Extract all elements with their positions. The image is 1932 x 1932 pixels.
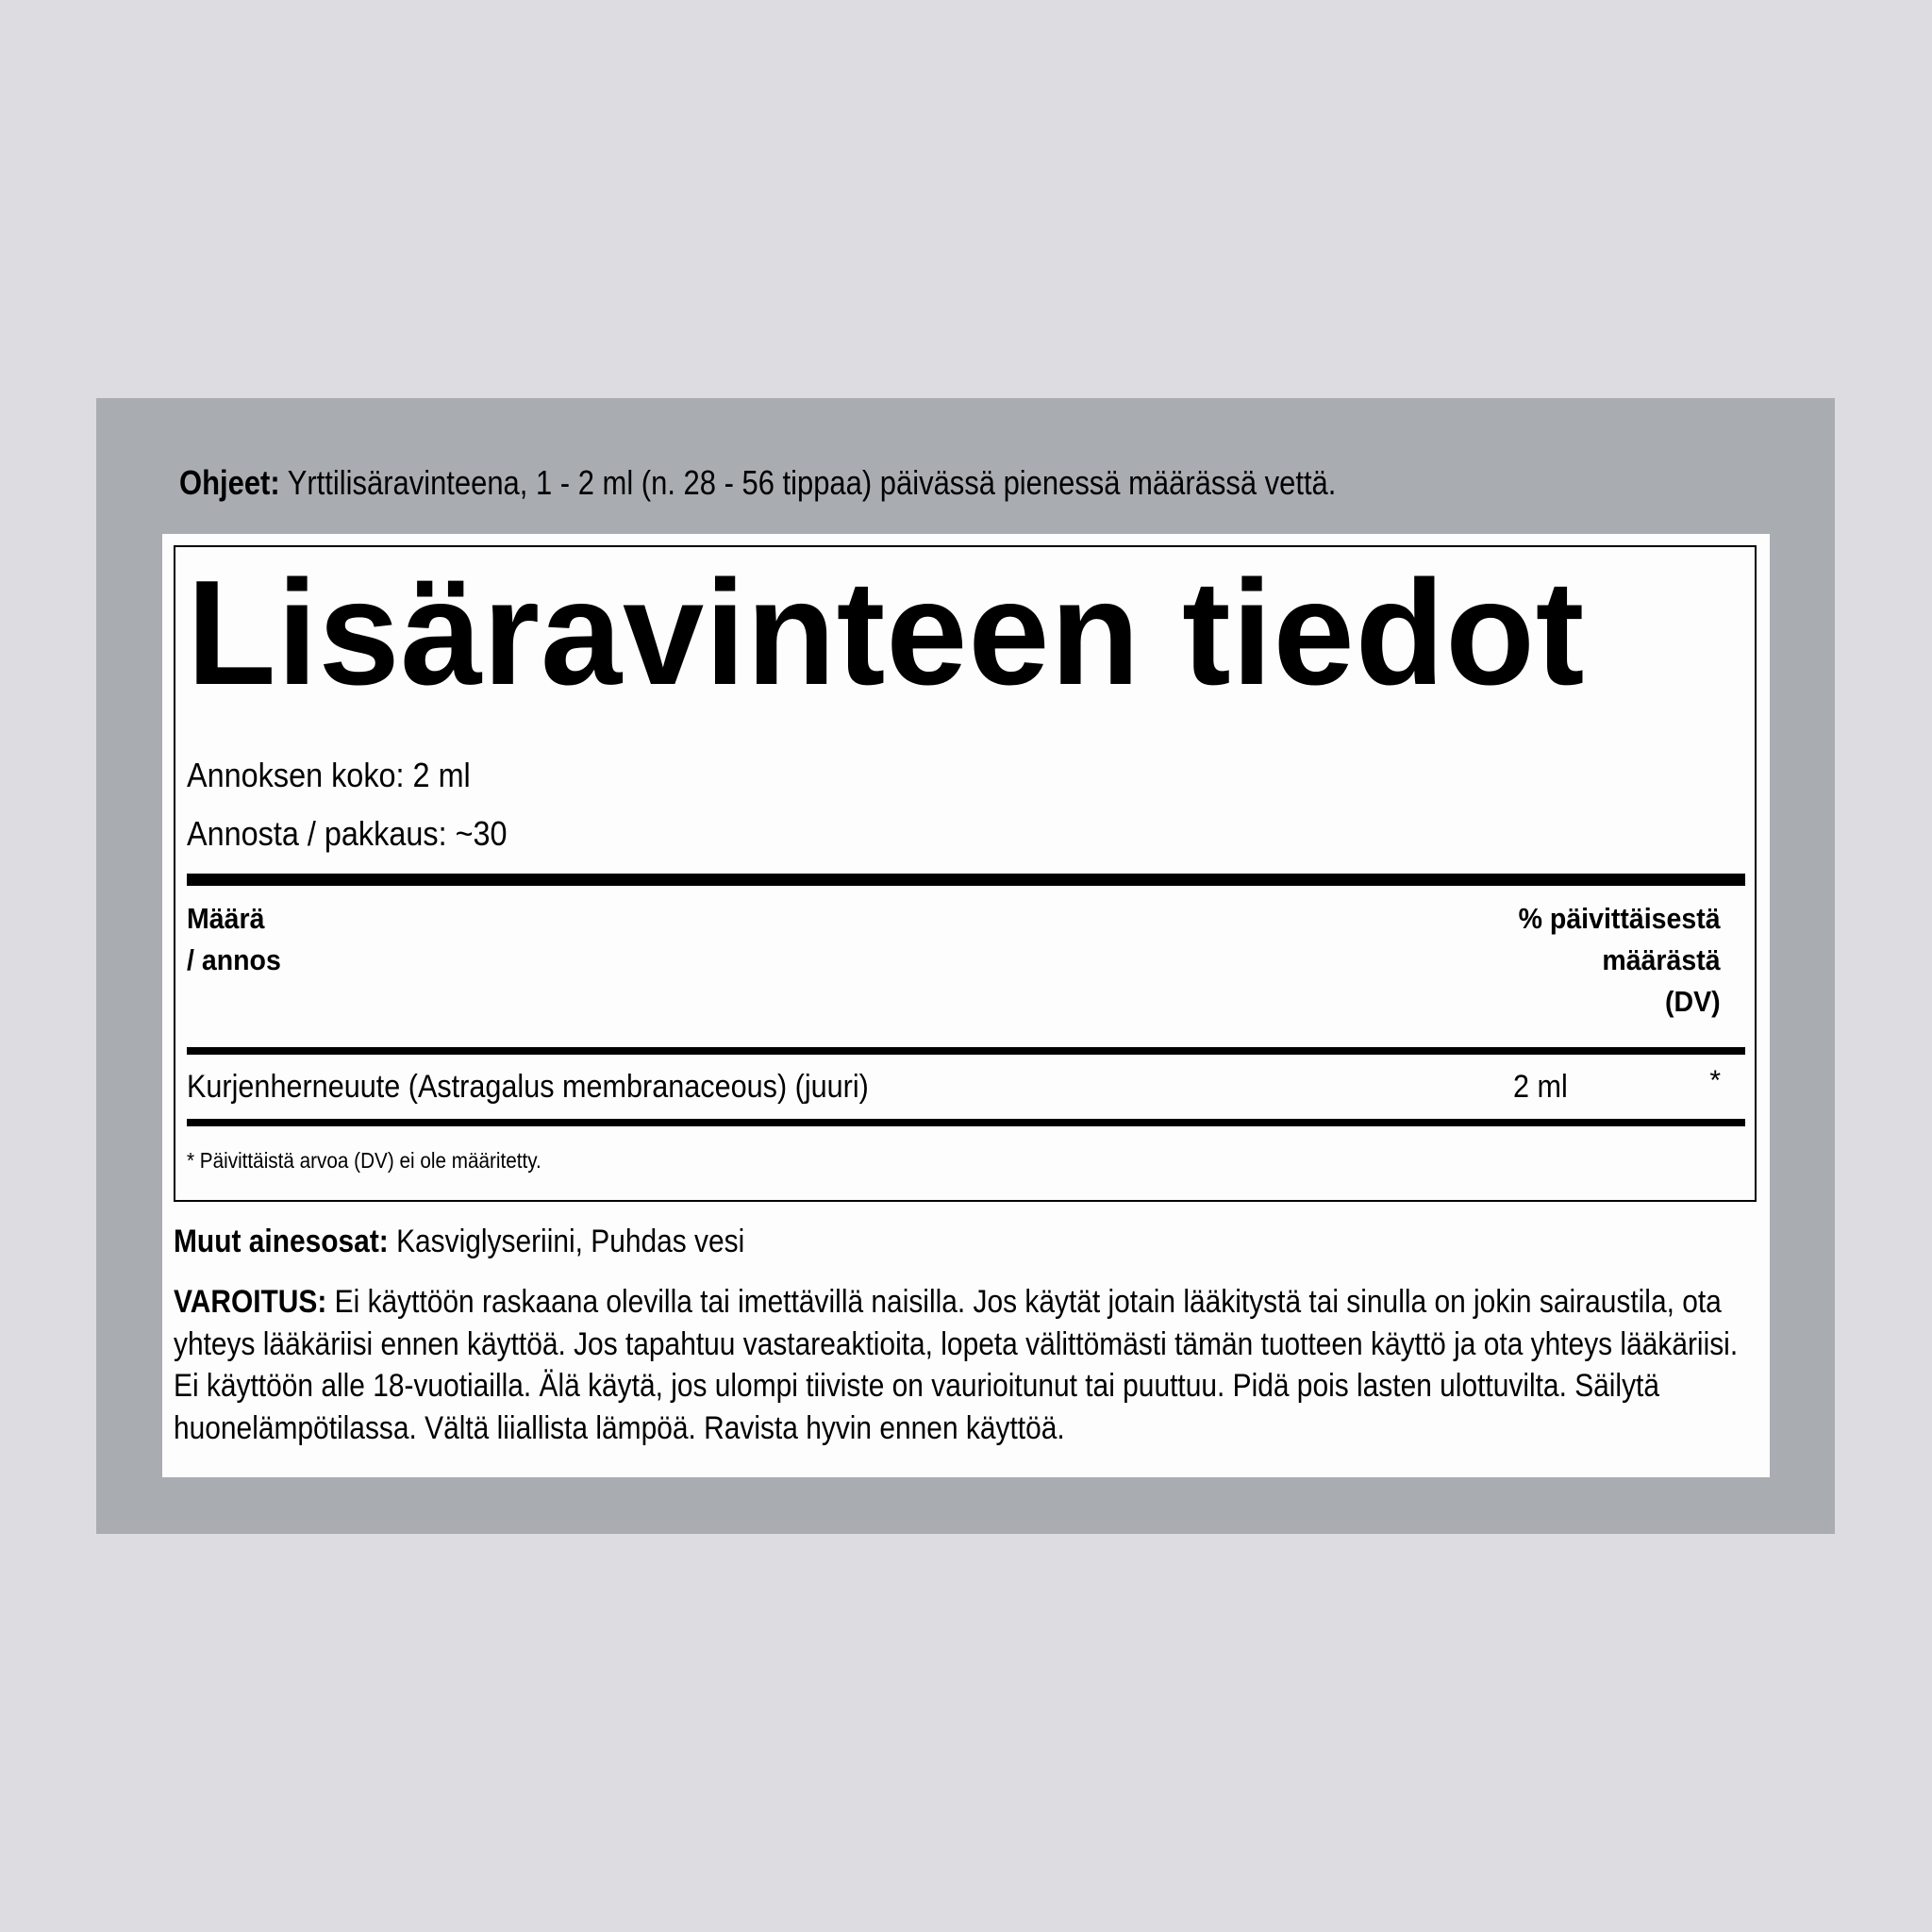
other-ingredients-text: Kasviglyseriini, Puhdas vesi xyxy=(388,1224,745,1259)
directions-text: Yrttilisäravinteena, 1 - 2 ml (n. 28 - 56 tippaa) päivässä pienessä määrässä vettä. xyxy=(279,463,1337,502)
directions xyxy=(179,462,1336,504)
product-label xyxy=(96,398,1835,1534)
row-divider xyxy=(187,1119,1745,1126)
directions-label: Ohjeet: xyxy=(179,463,280,502)
warning xyxy=(174,1281,1742,1449)
amount-per-serving-header xyxy=(187,898,281,981)
warning-text: Ei käyttöön raskaana olevilla tai imettävillä naisilla. Jos käytät jotain lääkitystä tai sinulla on jokin sairaustila, ota yhteys lääkäriisi ennen käyttöä. Jos tapahtuu vastareaktioita, lopeta välittömästi tämän tuotteen käyttö ja ota yhteys lääkäriisi. Ei käyttöön alle 18-vuotiailla. Älä käytä, jos ulompi tiiviste on vaurioitunut tai puuttuu. Pidä pois lasten ulottuvilta. Säilytä huonelämpötilassa. Vältä liiallista lämpöä. Ravista hyvin ennen käyttöä. xyxy=(174,1284,1739,1446)
facts-title: Lisäravinteen tiedot xyxy=(187,550,1586,716)
dv-header-line1: % päivittäisestä xyxy=(1518,902,1721,935)
dv-header-line3: (DV) xyxy=(1665,985,1721,1018)
supplement-facts-box xyxy=(174,545,1757,1202)
daily-value-header xyxy=(1519,898,1721,1023)
thick-divider xyxy=(187,874,1745,886)
header-divider xyxy=(187,1047,1745,1055)
label-panel xyxy=(162,534,1770,1477)
other-ingredients xyxy=(174,1221,744,1262)
ingredient-amount: 2 ml xyxy=(1513,1069,1568,1105)
other-ingredients-label: Muut ainesosat: xyxy=(174,1224,389,1259)
dv-footnote: * Päivittäistä arvoa (DV) ei ole määritetty. xyxy=(187,1148,541,1173)
amount-header-line2: / annos xyxy=(187,943,281,976)
dv-header-line2: määrästä xyxy=(1602,943,1721,976)
amount-header-line1: Määrä xyxy=(187,902,265,935)
ingredient-dv: * xyxy=(1709,1065,1721,1096)
warning-label: VAROITUS: xyxy=(174,1284,327,1320)
servings-per-container: Annosta / pakkaus: ~30 xyxy=(187,814,508,853)
serving-size: Annoksen koko: 2 ml xyxy=(187,756,471,794)
ingredient-name: Kurjenherneuute (Astragalus membranaceous) (juuri) xyxy=(187,1069,869,1105)
